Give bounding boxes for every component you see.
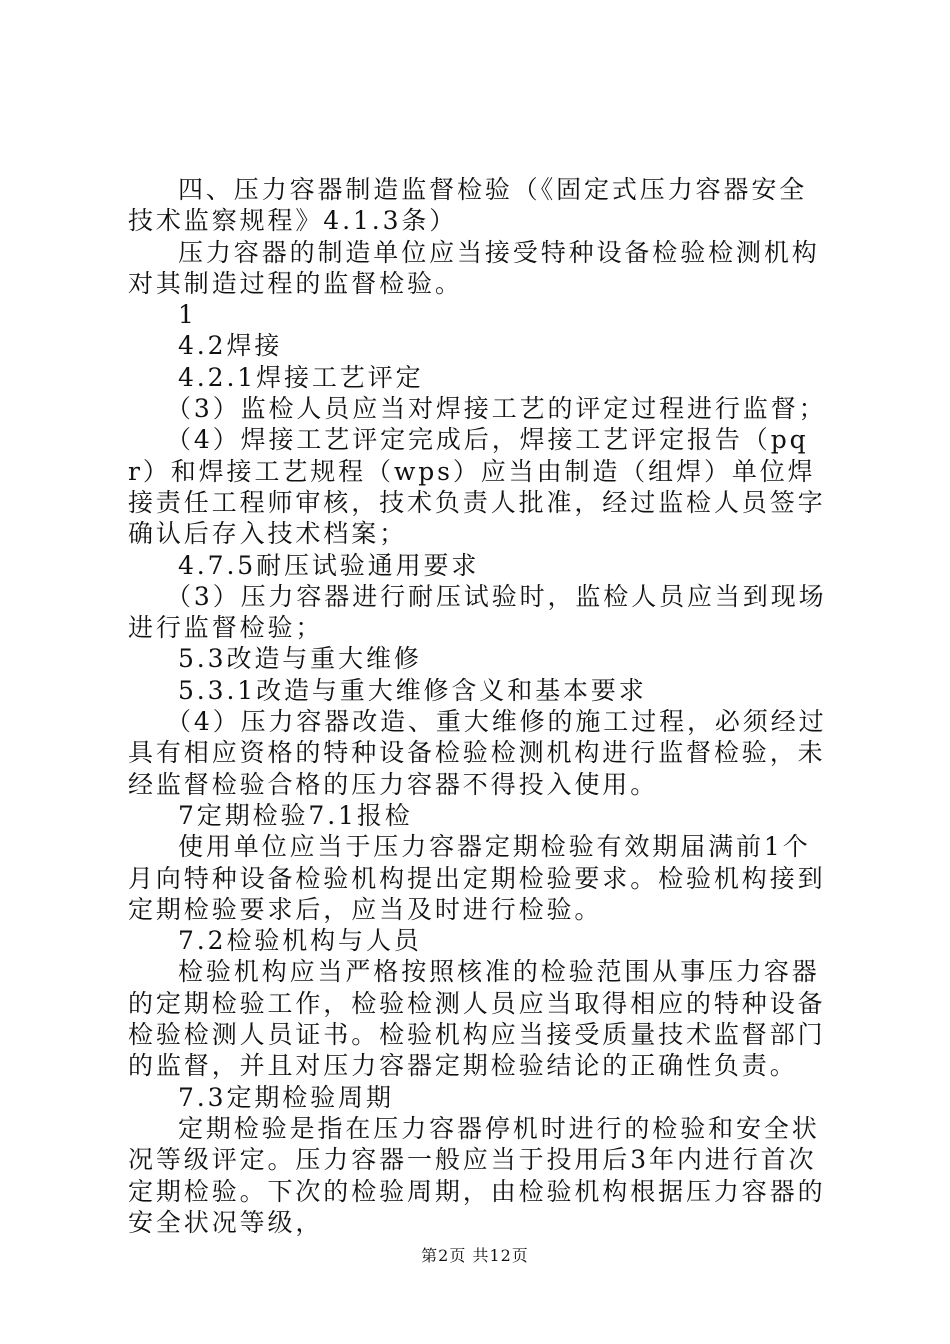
section-heading: 4.7.5耐压试验通用要求 (178, 550, 480, 580)
page-number-footer: 第2页 共12页 (421, 1246, 529, 1265)
section-heading: 7.3定期检验周期 (178, 1082, 394, 1112)
paragraph: （3）压力容器进行耐压试验时，监检人员应当到现场进行监督检验； (128, 581, 827, 643)
paragraph: 使用单位应当于压力容器定期检验有效期届满前1个月向特种设备检验机构提出定期检验要求。检验机构接到定期检验要求后，应当及时进行检验。 (128, 832, 826, 924)
section-heading: 5.3.1改造与重大维修含义和基本要求 (178, 675, 647, 705)
paragraph: （4）焊接工艺评定完成后，焊接工艺评定报告（pqr）和焊接工艺规程（wps）应当由制造（组焊）单位焊接责任工程师审核，技术负责人批准，经过监检人员签字确认后存入技术档案； (128, 425, 826, 549)
paragraph: （3）监检人员应当对焊接工艺的评定过程进行监督； (166, 394, 827, 424)
section-heading: 4.2.1焊接工艺评定 (178, 362, 424, 392)
section-heading: 7定期检验7.1报检 (178, 800, 413, 830)
section-heading: 7.2检验机构与人员 (178, 926, 422, 956)
document-body (128, 174, 828, 1238)
paragraph: 检验机构应当严格按照核准的检验范围从事压力容器的定期检验工作，检验检测人员应当取得相应的特种设备检验检测人员证书。检验机构应当接受质量技术监督部门的监督，并且对压力容器定期检验结论的正确性负责。 (128, 957, 826, 1081)
paragraph: 定期检验是指在压力容器停机时进行的检验和安全状况等级评定。压力容器一般应当于投用后3年内进行首次定期检验。下次的检验周期，由检验机构根据压力容器的安全状况等级， (128, 1113, 826, 1237)
section-heading: 5.3改造与重大维修 (178, 644, 422, 674)
paragraph: 1 (178, 300, 197, 330)
section-heading: 4.2焊接 (178, 331, 283, 361)
paragraph: 压力容器的制造单位应当接受特种设备检验检测机构对其制造过程的监督检验。 (128, 237, 820, 298)
paragraph: 四、压力容器制造监督检验（《固定式压力容器安全技术监察规程》4.1.3条） (128, 175, 808, 236)
paragraph: （4）压力容器改造、重大维修的施工过程，必须经过具有相应资格的特种设备检验检测机构进行监督检验，未经监督检验合格的压力容器不得投入使用。 (128, 707, 827, 799)
